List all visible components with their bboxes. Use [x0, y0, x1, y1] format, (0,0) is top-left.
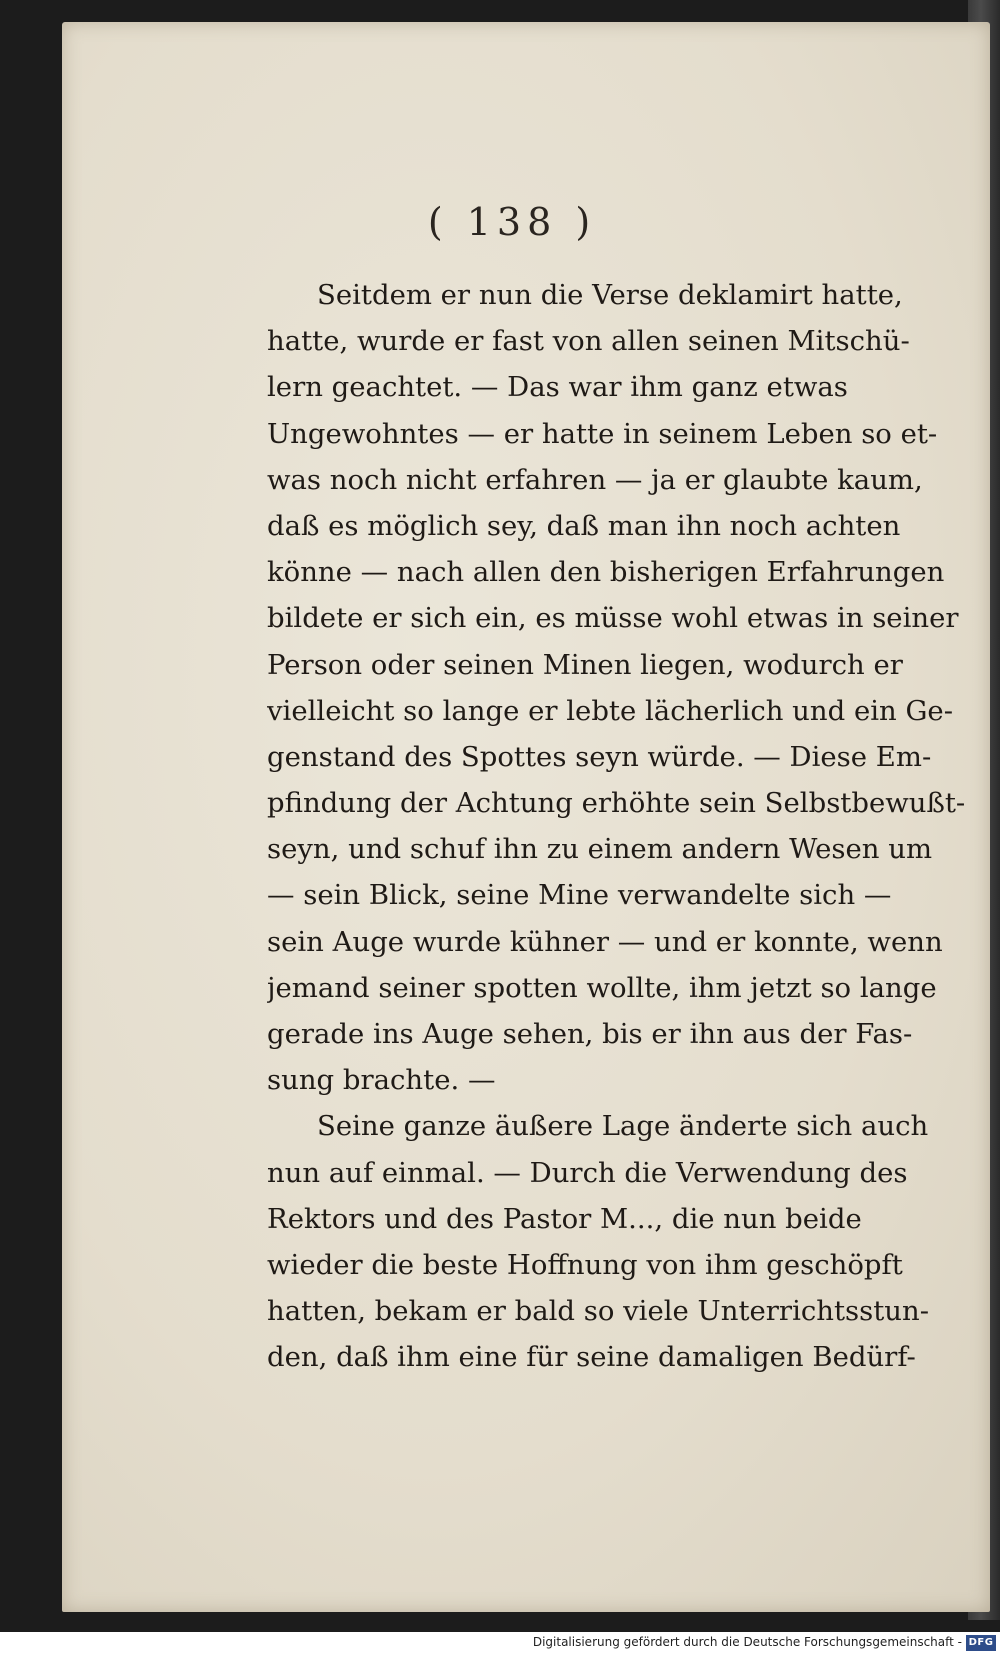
page-number: ( 138 ): [427, 200, 597, 244]
dfg-logo-icon: DFG: [966, 1635, 996, 1651]
text-line: sung brachte. —: [267, 1064, 496, 1097]
digitization-footer: [0, 1632, 1000, 1656]
text-line: jemand seiner spotten wollte, ihm jetzt so lange: [267, 971, 937, 1004]
text-line: pfindung der Achtung erhöhte sein Selbstbewußt-: [267, 787, 966, 820]
text-line: Seine ganze äußere Lage änderte sich auch: [317, 1110, 929, 1143]
text-line: daß es möglich sey, daß man ihn noch achten: [267, 509, 901, 542]
book-page: [62, 22, 990, 1612]
text-line: bildete er sich ein, es müsse wohl etwas in seiner: [267, 602, 959, 635]
text-line: was noch nicht erfahren — ja er glaubte kaum,: [267, 463, 923, 496]
text-line: könne — nach allen den bisherigen Erfahrungen: [267, 556, 945, 589]
text-line: — sein Blick, seine Mine verwandelte sich —: [267, 879, 892, 912]
funding-notice: Digitalisierung gefördert durch die Deutsche Forschungsgemeinschaft -: [532, 1635, 962, 1649]
text-line: hatten, bekam er bald so viele Unterrichtsstun-: [267, 1295, 930, 1328]
text-line: vielleicht so lange er lebte lächerlich und ein Ge-: [267, 694, 953, 727]
text-line: Ungewohntes — er hatte in seinem Leben so et-: [267, 417, 938, 450]
text-line: Rektors und des Pastor M..., die nun beide: [267, 1202, 862, 1235]
text-line: sein Auge wurde kühner — und er konnte, wenn: [267, 925, 943, 958]
text-line: Person oder seinen Minen liegen, wodurch er: [267, 648, 903, 681]
text-line: den, daß ihm eine für seine damaligen Bedürf-: [267, 1341, 916, 1374]
text-line: lern geachtet. — Das war ihm ganz etwas: [267, 371, 848, 404]
text-line: Seitdem er nun die Verse deklamirt hatte,: [317, 279, 903, 311]
text-line: seyn, und schuf ihn zu einem andern Wesen um: [267, 833, 933, 866]
text-line: nun auf einmal. — Durch die Verwendung des: [267, 1156, 908, 1189]
text-line: hatte, wurde er fast von allen seinen Mitschü-: [267, 325, 910, 358]
text-line: genstand des Spottes seyn würde. — Diese Em-: [267, 740, 932, 773]
body-text: [267, 272, 967, 1381]
text-line: gerade ins Auge sehen, bis er ihn aus der Fas-: [267, 1018, 913, 1050]
text-line: wieder die beste Hoffnung von ihm geschöpft: [267, 1248, 903, 1281]
